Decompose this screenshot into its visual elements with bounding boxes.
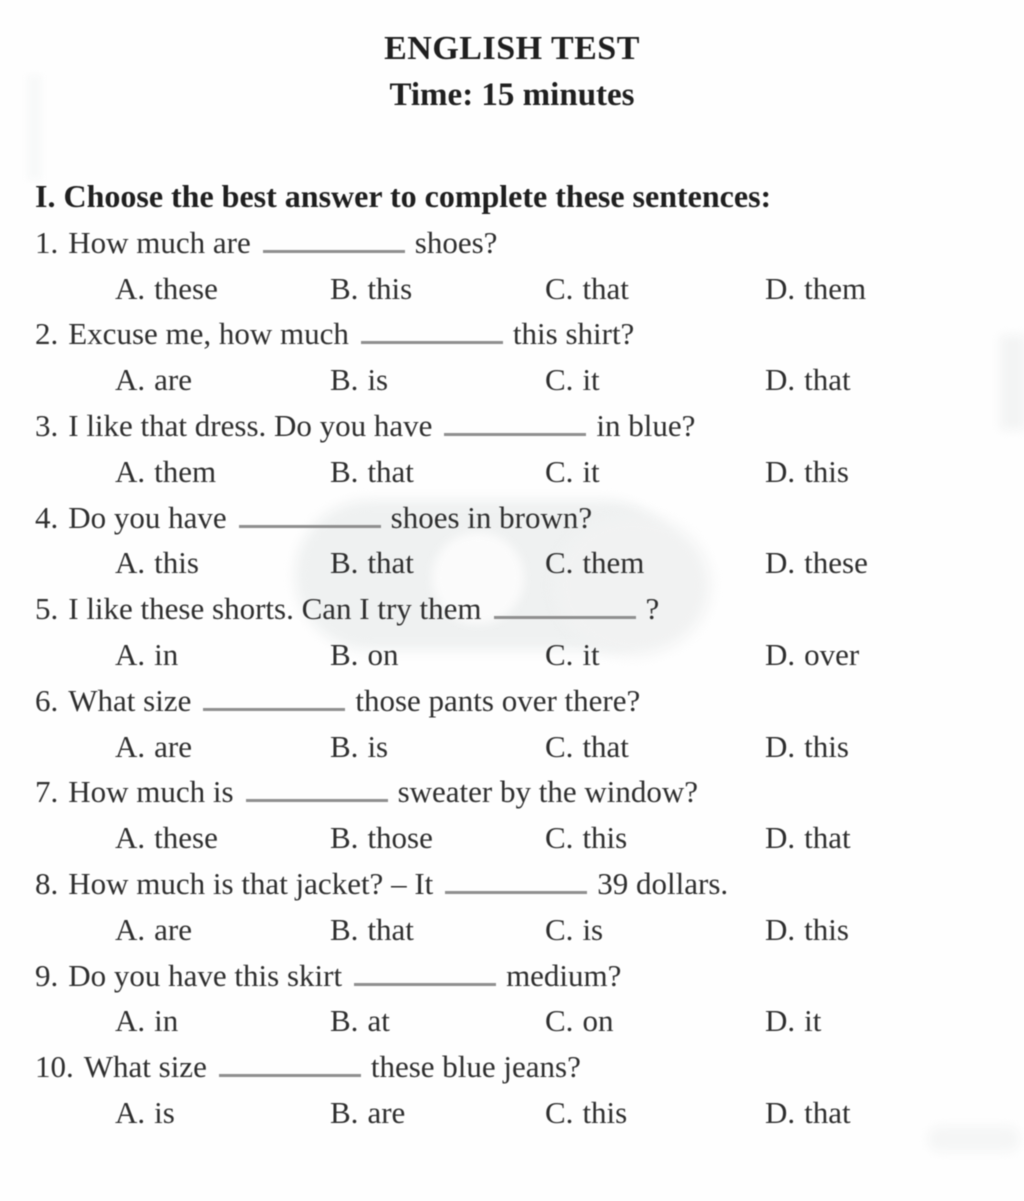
option-d-text: these (804, 545, 868, 581)
options-row (0, 357, 1024, 403)
options-row (0, 998, 1024, 1044)
option-c-text: them (582, 545, 645, 581)
option-a-text: are (154, 362, 192, 398)
options-row (0, 815, 1024, 861)
question-text-post: 39 dollars. (597, 865, 729, 901)
option-d (765, 266, 1024, 312)
answer-blank (239, 498, 381, 528)
option-a-label: A. (115, 728, 146, 764)
option-a-label: A. (115, 636, 146, 672)
option-c (545, 266, 765, 312)
options-row (0, 449, 1024, 495)
option-c-label: C. (545, 1003, 574, 1039)
test-time: Time: 15 minutes (389, 77, 635, 113)
question-text-pre: Do you have (68, 499, 227, 535)
option-b-label: B. (330, 911, 359, 947)
option-a-text: these (154, 820, 218, 856)
option-c-label: C. (545, 636, 574, 672)
option-c-label: C. (545, 820, 574, 856)
question-number: 6. (35, 682, 59, 718)
option-d-label: D. (765, 820, 796, 856)
option-d-label: D. (765, 1094, 796, 1130)
option-b (330, 632, 545, 678)
question-number: 5. (35, 591, 59, 627)
options-row (0, 724, 1024, 770)
option-b-text: on (367, 636, 399, 672)
option-a-text: in (154, 1003, 179, 1039)
option-c-text: is (582, 911, 604, 947)
option-c-text: it (582, 636, 600, 672)
question-line (0, 311, 1024, 357)
option-a-text: are (154, 911, 192, 947)
option-a-text: is (154, 1094, 175, 1130)
option-b (330, 540, 545, 586)
option-a-label: A. (115, 911, 146, 947)
option-d-text: that (804, 820, 851, 856)
question-number: 8. (35, 865, 59, 901)
option-a-text: in (154, 636, 179, 672)
question-text-pre: How much is (68, 774, 234, 810)
option-b-label: B. (330, 1094, 359, 1130)
option-a-text: these (154, 270, 218, 306)
option-d-label: D. (765, 270, 796, 306)
option-c-text: this (582, 820, 628, 856)
option-b-label: B. (330, 636, 359, 672)
option-a (115, 1090, 330, 1136)
option-b-text: at (367, 1003, 390, 1039)
question-number: 2. (35, 316, 59, 352)
option-b-text: is (367, 362, 389, 398)
options-row (0, 907, 1024, 953)
option-b-text: this (367, 270, 413, 306)
option-c-text: it (582, 362, 600, 398)
option-a-label: A. (115, 362, 146, 398)
option-d (765, 1090, 1024, 1136)
question-text-pre: How much are (68, 224, 251, 260)
answer-blank (445, 864, 587, 894)
option-c (545, 1090, 765, 1136)
option-a (115, 632, 330, 678)
question-number: 9. (35, 957, 59, 993)
options-row (0, 632, 1024, 678)
option-a-label: A. (115, 545, 146, 581)
option-a-label: A. (115, 270, 146, 306)
option-b-label: B. (330, 453, 359, 489)
question-line (0, 403, 1024, 449)
answer-blank (219, 1047, 361, 1077)
option-a-text: this (154, 545, 199, 581)
option-c-label: C. (545, 911, 574, 947)
question-text-pre: What size (83, 1049, 207, 1085)
option-d (765, 998, 1024, 1044)
question-line (0, 586, 1024, 632)
option-d-label: D. (765, 545, 796, 581)
option-b (330, 266, 545, 312)
option-b-text: that (367, 911, 414, 947)
question-line (0, 220, 1024, 266)
question-text-post: shoes in brown? (390, 499, 593, 535)
option-b (330, 1090, 545, 1136)
option-b-text: is (367, 728, 389, 764)
option-c (545, 724, 765, 770)
option-d-text: this (804, 911, 849, 947)
option-d-text: over (804, 636, 860, 672)
option-d-label: D. (765, 636, 796, 672)
option-d-text: it (804, 1003, 822, 1039)
option-d-label: D. (765, 1003, 796, 1039)
option-a (115, 266, 330, 312)
question-number: 3. (35, 407, 59, 443)
questions-container (0, 220, 1024, 1136)
answer-blank (354, 956, 496, 986)
option-c-label: C. (545, 453, 574, 489)
option-a-label: A. (115, 453, 146, 489)
option-b-label: B. (330, 270, 359, 306)
answer-blank (203, 681, 345, 711)
options-row (0, 266, 1024, 312)
option-c-text: on (582, 1003, 614, 1039)
option-c-text: it (582, 453, 600, 489)
option-c (545, 632, 765, 678)
question-text-post: this shirt? (512, 316, 635, 352)
option-b (330, 815, 545, 861)
option-d-text: this (804, 453, 849, 489)
option-d (765, 357, 1024, 403)
option-a (115, 815, 330, 861)
option-d (765, 907, 1024, 953)
question-line (0, 1044, 1024, 1090)
test-title: ENGLISH TEST (384, 30, 640, 67)
option-d-text: that (804, 362, 851, 398)
option-b-label: B. (330, 1003, 359, 1039)
question-number: 4. (35, 499, 59, 535)
option-a (115, 540, 330, 586)
answer-blank (494, 589, 636, 619)
option-d-text: them (804, 270, 867, 306)
section-heading: I. Choose the best answer to complete these sentences: (35, 178, 772, 214)
options-row (0, 540, 1024, 586)
option-c-text: that (582, 728, 629, 764)
option-a-label: A. (115, 820, 146, 856)
question-number: 7. (35, 774, 59, 810)
option-b-label: B. (330, 545, 359, 581)
option-a-text: them (154, 453, 217, 489)
option-c-text: this (582, 1094, 628, 1130)
option-d-text: this (804, 728, 849, 764)
question-text-post: these blue jeans? (370, 1049, 581, 1085)
option-b-text: that (367, 453, 414, 489)
option-d (765, 449, 1024, 495)
option-d-label: D. (765, 728, 796, 764)
answer-blank (444, 406, 586, 436)
option-b (330, 449, 545, 495)
question-text-pre: Do you have this skirt (68, 957, 343, 993)
question-text-post: sweater by the window? (397, 774, 699, 810)
option-c (545, 815, 765, 861)
option-c-label: C. (545, 270, 574, 306)
option-d-label: D. (765, 362, 796, 398)
option-d-text: that (804, 1094, 851, 1130)
question-line (0, 495, 1024, 541)
option-a (115, 724, 330, 770)
option-b-label: B. (330, 820, 359, 856)
option-a-label: A. (115, 1094, 146, 1130)
question-text-pre: What size (68, 682, 192, 718)
answer-blank (246, 772, 388, 802)
question-line (0, 769, 1024, 815)
option-d-label: D. (765, 453, 796, 489)
question-text-post: medium? (506, 957, 622, 993)
option-a (115, 357, 330, 403)
option-a-label: A. (115, 1003, 146, 1039)
option-b (330, 998, 545, 1044)
option-b-label: B. (330, 362, 359, 398)
option-b-text: are (367, 1094, 406, 1130)
question-text-pre: I like that dress. Do you have (68, 407, 433, 443)
option-b-text: those (367, 820, 433, 856)
option-c-text: that (582, 270, 629, 306)
option-d-label: D. (765, 911, 796, 947)
option-b (330, 357, 545, 403)
option-c-label: C. (545, 362, 574, 398)
question-line (0, 953, 1024, 999)
question-text-pre: I like these shorts. Can I try them (68, 591, 482, 627)
option-c-label: C. (545, 728, 574, 764)
option-b-label: B. (330, 728, 359, 764)
option-c-label: C. (545, 1094, 574, 1130)
option-d (765, 724, 1024, 770)
question-text-post: in blue? (596, 407, 696, 443)
answer-blank (361, 314, 503, 344)
question-text-post: ? (645, 591, 660, 627)
option-b-text: that (367, 545, 414, 581)
option-c (545, 449, 765, 495)
option-c-label: C. (545, 545, 574, 581)
question-number: 1. (35, 224, 59, 260)
option-b (330, 724, 545, 770)
option-a-text: are (154, 728, 192, 764)
option-c (545, 998, 765, 1044)
question-line (0, 678, 1024, 724)
option-a (115, 907, 330, 953)
option-a (115, 998, 330, 1044)
question-number: 10. (35, 1049, 74, 1085)
question-text-post: those pants over there? (355, 682, 641, 718)
option-a (115, 449, 330, 495)
options-row (0, 1090, 1024, 1136)
option-b (330, 907, 545, 953)
question-text-pre: How much is that jacket? – It (68, 865, 434, 901)
option-d (765, 815, 1024, 861)
option-d (765, 540, 1024, 586)
option-c (545, 540, 765, 586)
question-text-post: shoes? (414, 224, 498, 260)
option-c (545, 357, 765, 403)
question-line (0, 861, 1024, 907)
question-text-pre: Excuse me, how much (68, 316, 349, 352)
option-c (545, 907, 765, 953)
answer-blank (263, 223, 405, 253)
option-d (765, 632, 1024, 678)
